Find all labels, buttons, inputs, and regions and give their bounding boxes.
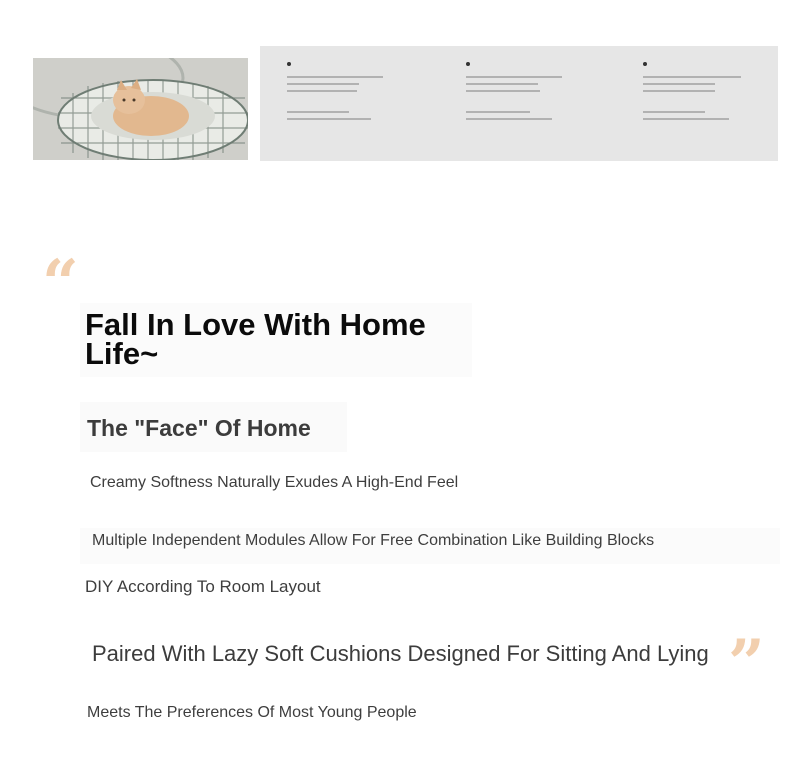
feature-line-modules: Multiple Independent Modules Allow For Free Combination Like Building Blocks — [92, 532, 655, 549]
product-photo — [33, 58, 248, 160]
feature-notes-panel — [260, 46, 778, 161]
page-title: Fall In Love With Home Life~ — [85, 307, 426, 371]
notes-column — [643, 62, 773, 125]
open-quote-icon: “ — [42, 246, 73, 321]
cat-bed-image — [33, 58, 248, 160]
notes-column — [287, 62, 417, 125]
notes-column — [466, 62, 596, 125]
bullet-icon — [643, 62, 647, 66]
feature-line-preferences: Meets The Preferences Of Most Young People — [87, 704, 417, 721]
section-subtitle: The "Face" Of Home — [87, 415, 311, 441]
feature-line-cushions: Paired With Lazy Soft Cushions Designed For Sitting And Lying — [92, 641, 709, 666]
bullet-icon — [287, 62, 291, 66]
feature-line-softness: Creamy Softness Naturally Exudes A High-End Feel — [90, 474, 459, 491]
bullet-icon — [466, 62, 470, 66]
feature-line-diy: DIY According To Room Layout — [85, 577, 321, 596]
close-quote-icon: ” — [728, 626, 759, 701]
